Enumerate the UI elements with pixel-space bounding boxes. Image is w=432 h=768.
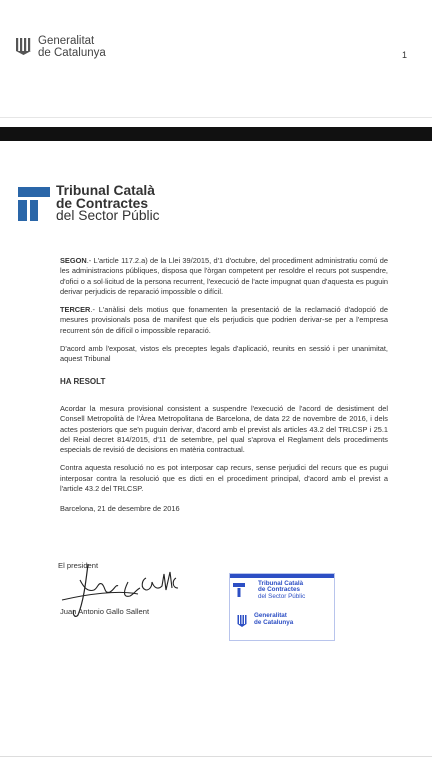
official-stamp <box>229 573 335 641</box>
paragraph-contra: Contra aquesta resolució no es pot interposar cap recurs, sense perjudici del recurs que es pugui interposar contra la resolució que es dicti en el procediment principal, d'acord amb el previst a l'article 43.2 del TRLCSP. <box>60 463 388 494</box>
stamp-gen-line1: Generalitat <box>254 612 287 619</box>
generalitat-line2: de Catalunya <box>38 47 106 59</box>
paragraph-segon <box>60 256 388 297</box>
tribunal-line1: Tribunal Català <box>56 183 155 198</box>
paragraph-resolution: Acordar la mesura provisional consistent a suspendre l'execució de l'acord de desistiment del Consell Metropolità de l'Àrea Metropolitana de Barcelona, de data 22 de novembre de 2016, i dels actes posteriors que se'n puguin derivar, d'acord amb el previst als articles 43.2 del TRLCSP i 25.1 del Reial decret 814/2015, d'11 de setembre, pel qual s'aprova el Reglament dels procediments especials de revisió de decisions en matèria contractual. <box>60 403 388 455</box>
stamp-tc-line3: del Sector Públic <box>258 592 306 600</box>
page-number: 1 <box>402 50 408 60</box>
tercer-text: .- L'anàlisi dels motius que fonamenten la presentació de la reclamació d'adopció de mesures provisionals posa de manifest que els perjudicis que podrien derivar-se per a l'empresa recurrent són de difícil o impossible reparació. <box>60 305 388 335</box>
tribunal-t-logo-icon <box>18 187 50 221</box>
stamp-tribunal-icon <box>233 583 245 597</box>
generalitat-emblem-icon <box>15 36 33 56</box>
signer-role: El president <box>58 561 99 570</box>
tercer-label: TERCER <box>60 305 91 315</box>
generalitat-name <box>38 35 106 59</box>
paragraph-acord: D'acord amb l'exposat, vistos els preceptes legals d'aplicació, reunits en sessió i per unanimitat, aquest Tribunal <box>60 344 388 364</box>
scan-black-band <box>0 127 432 141</box>
generalitat-line1: Generalitat <box>38 35 95 47</box>
tribunal-line3: del Sector Públic <box>56 208 160 223</box>
segon-text: .- L'article 117.2.a) de la Llei 39/2015, d'1 d'octubre, del procediment administratiu comú de les administracions públiques, disposa que l'òrgan competent per resoldre el recurs pot suspendre, d'ofici o a sol·licitud de la persona recurrent, l'execució de l'acte impugnat quan d'aquesta es puguin derivar perjudicis de reparació impossible o difícil. <box>60 256 388 296</box>
ha-resolt-heading: HA RESOLT <box>60 376 106 386</box>
stamp-tc-line2: de Contractes <box>258 586 300 594</box>
page-bottom-edge <box>0 756 432 757</box>
segon-label: SEGON <box>60 256 87 265</box>
paragraph-tercer <box>60 305 388 336</box>
stamp-top-bar <box>230 574 334 578</box>
stamp-gen-line2: de Catalunya <box>254 618 294 626</box>
stamp-tc-line1: Tribunal Català <box>258 580 304 587</box>
tribunal-name <box>56 185 160 223</box>
header-divider <box>0 117 432 118</box>
resolution-body <box>60 256 388 523</box>
stamp-generalitat-icon <box>237 615 247 627</box>
date-place: Barcelona, 21 de desembre de 2016 <box>60 504 180 514</box>
stamp-generalitat-name <box>254 613 293 626</box>
tribunal-line2: de Contractes <box>56 195 149 211</box>
signer-name: Juan Antonio Gallo Sallent <box>60 607 150 616</box>
stamp-tribunal-name <box>258 581 305 600</box>
